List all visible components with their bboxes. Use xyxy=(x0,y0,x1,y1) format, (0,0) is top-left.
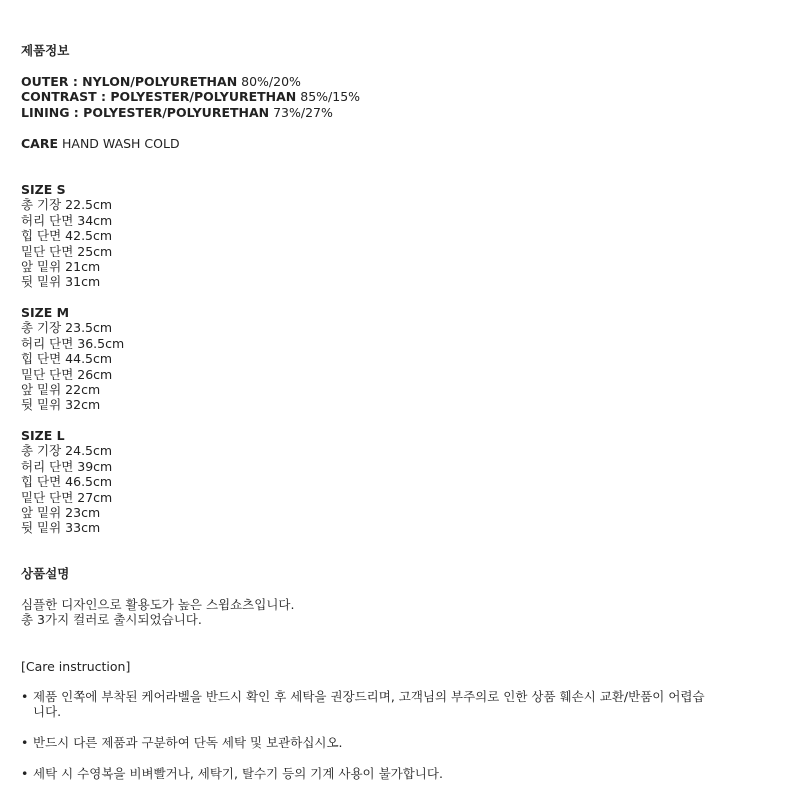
size-row: 밑단 단면 26cm xyxy=(21,366,113,382)
size-title: SIZE M xyxy=(21,305,70,320)
size-row: 뒷 밑위 33cm xyxy=(21,520,101,536)
material-value: 73%/27% xyxy=(273,104,333,120)
size-row: 힙 단면 44.5cm xyxy=(21,351,113,367)
bullet-icon: • xyxy=(21,689,29,704)
size-row: 총 기장 23.5cm xyxy=(21,320,113,336)
size-row: 힙 단면 46.5cm xyxy=(21,474,113,490)
material-key: CONTRAST : POLYESTER/POLYURETHAN xyxy=(21,89,297,105)
size-row: 총 기장 22.5cm xyxy=(21,197,113,213)
care-instruction-text: 반드시 다른 제품과 구분하여 단독 세탁 및 보관하십시오. xyxy=(33,735,343,750)
care-key: CARE xyxy=(21,136,59,151)
size-row: 밑단 단면 27cm xyxy=(21,489,113,505)
material-value: 80%/20% xyxy=(241,74,301,89)
size-row: 허리 단면 36.5cm xyxy=(21,335,125,351)
bullet-icon: • xyxy=(21,735,29,750)
size-row: 허리 단면 39cm xyxy=(21,458,113,474)
size-row: 힙 단면 42.5cm xyxy=(21,228,113,244)
size-title: SIZE L xyxy=(21,428,65,443)
material-key: OUTER : NYLON/POLYURETHAN xyxy=(21,74,238,89)
size-block-l xyxy=(21,428,112,536)
description-body xyxy=(21,597,294,628)
size-row: 허리 단면 34cm xyxy=(21,212,113,228)
material-value: 85%/15% xyxy=(300,89,361,105)
size-row: 앞 밑위 22cm xyxy=(21,382,101,398)
care-instruction-text: 세탁 시 수영복을 비벼빨거나, 세탁기, 탈수기 등의 기계 사용이 불가합니다. xyxy=(33,766,443,781)
material-line-outer xyxy=(21,74,360,89)
care-instruction-item xyxy=(21,766,713,781)
care-instruction-item xyxy=(21,735,713,750)
care-instruction-item xyxy=(21,689,713,720)
size-row: 총 기장 24.5cm xyxy=(21,443,113,459)
care-instruction-heading: [Care instruction] xyxy=(21,659,131,674)
care-instruction-list xyxy=(21,735,713,750)
size-row: 뒷 밑위 32cm xyxy=(21,397,101,413)
care-instruction-list xyxy=(21,689,713,720)
material-line-contrast xyxy=(21,89,360,104)
size-block-s xyxy=(21,182,112,290)
care-value: HAND WASH COLD xyxy=(62,136,180,151)
product-info-heading: 제품정보 xyxy=(21,43,70,58)
care-instruction-list xyxy=(21,766,713,781)
care-line xyxy=(21,136,180,151)
size-row: 밑단 단면 25cm xyxy=(21,243,113,259)
description-line: 심플한 디자인으로 활용도가 높은 스윔쇼츠입니다. xyxy=(21,597,295,612)
care-instruction-text: 제품 인쪽에 부착된 케어라벨을 반드시 확인 후 세탁을 권장드리며, 고객님의 부주의로 인한 상품 훼손시 교환/반품이 어렵습니다. xyxy=(33,689,705,720)
size-row: 앞 밑위 21cm xyxy=(21,259,101,275)
material-key: LINING : POLYESTER/POLYURETHAN xyxy=(21,104,270,120)
material-line-lining xyxy=(21,105,360,120)
description-heading: 상품설명 xyxy=(21,566,70,581)
size-row: 뒷 밑위 31cm xyxy=(21,274,101,290)
size-title: SIZE S xyxy=(21,182,66,197)
materials-list xyxy=(21,74,360,120)
size-block-m xyxy=(21,305,124,413)
bullet-icon: • xyxy=(21,766,29,781)
size-row: 앞 밑위 23cm xyxy=(21,505,101,521)
description-line: 총 3가지 컬러로 출시되었습니다. xyxy=(21,612,202,628)
